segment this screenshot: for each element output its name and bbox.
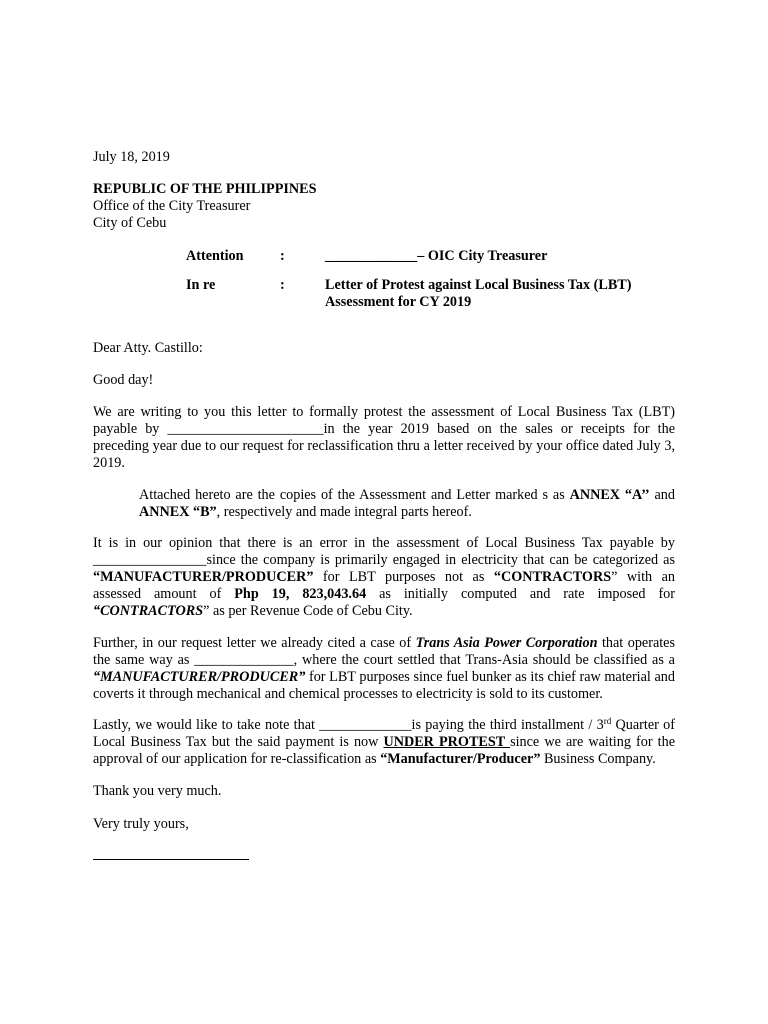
in-re-subject-line-1: Letter of Protest against Local Business Tax (LBT) — [325, 277, 632, 293]
signature-line — [93, 859, 249, 860]
salutation: Dear Atty. Castillo: — [93, 340, 203, 356]
p1-text-2: in the year 2019 based on the sales or receipts for the preceding year due to our request for reclassification thru a letter received by your office dated July 3, 2019. — [93, 421, 675, 471]
paragraph-3 — [93, 535, 675, 620]
p2-text-2: and — [649, 487, 675, 503]
letter-date: July 18, 2019 — [93, 149, 170, 165]
p4-text-4: for LBT purposes since fuel bunker as its chief raw material and coverts it through mechanical and chemical processes to electricity is sold to its customer. — [93, 669, 675, 702]
paragraph-2 — [139, 487, 675, 521]
p1-text-1: We are writing to you this letter to formally protest the assessment of Local Business Tax (LBT) payable by — [93, 404, 675, 437]
p5-under-protest: UNDER PROTEST — [383, 734, 511, 750]
annex-a: ANNEX “A’’ — [569, 487, 650, 503]
p5-blank: _____________ — [319, 717, 412, 733]
attention-value: _____________– OIC City Treasurer — [325, 248, 548, 264]
p5-text-1: Lastly, we would like to take note that — [93, 717, 320, 733]
p4-text-2: that operates the same way as — [93, 635, 675, 668]
p5-manufacturer-producer: “Manufacturer/Producer” — [380, 751, 541, 767]
p3-text-4: ” with an assessed amount of — [93, 569, 676, 602]
p5-text-5: Business Company. — [540, 751, 656, 767]
paragraph-4 — [93, 635, 675, 703]
in-re-label: In re — [186, 277, 216, 293]
p3-text-3: for LBT purposes not as — [313, 569, 494, 585]
p4-blank: ______________ — [194, 652, 294, 668]
p5-text-4: since we are waiting for the approval of our application for re-classification as — [93, 734, 675, 767]
p4-company: Trans Asia Power Corporation — [415, 635, 598, 651]
p3-text-1: It is in our opinion that there is an error in the assessment of Local Business Tax payable by — [93, 535, 675, 551]
p4-manufacturer-producer: “MANUFACTURER/PRODUCER” — [93, 669, 306, 685]
in-re-colon: : — [280, 277, 285, 293]
in-re-subject — [325, 277, 631, 311]
paragraph-5 — [93, 717, 675, 768]
recipient-line-1: REPUBLIC OF THE PHILIPPINES — [93, 181, 317, 197]
recipient-line-2: Office of the City Treasurer — [93, 198, 251, 214]
p5-text-2: is paying the third installment / 3 — [411, 717, 604, 733]
p1-blank: ______________________ — [167, 421, 324, 437]
p4-text-1: Further, in our request letter we already cited a case of — [93, 635, 416, 651]
p3-text-2: since the company is primarily engaged in electricity that can be categorized as — [206, 552, 675, 568]
thank-you-line: Thank you very much. — [93, 783, 222, 799]
recipient-line-3: City of Cebu — [93, 215, 167, 231]
p2-text-1: Attached hereto are the copies of the Assessment and Letter marked s as — [139, 487, 570, 503]
recipient-block — [93, 181, 675, 232]
p3-text-6: ” as per Revenue Code of Cebu City. — [203, 603, 413, 619]
annex-b: ANNEX “B” — [139, 504, 217, 520]
p3-contractors: “CONTRACTORS — [493, 569, 612, 585]
p3-text-5: as initially computed and rate imposed for — [366, 586, 675, 602]
attention-colon: : — [280, 248, 285, 264]
p3-manufacturer-producer: “MANUFACTURER/PRODUCER” — [93, 569, 314, 585]
p5-superscript: rd — [603, 716, 612, 726]
p3-blank: ________________ — [93, 552, 207, 568]
closing-line: Very truly yours, — [93, 816, 189, 832]
p2-text-3: , respectively and made integral parts hereof. — [216, 504, 472, 520]
p5-text-3: Quarter of Local Business Tax but the said payment is now — [93, 717, 675, 750]
paragraph-1 — [93, 404, 675, 472]
attention-label: Attention — [186, 248, 244, 264]
greeting: Good day! — [93, 372, 154, 388]
p3-contractors-2: “CONTRACTORS — [93, 603, 204, 619]
in-re-subject-line-2: Assessment for CY 2019 — [325, 294, 472, 310]
p4-text-3: , where the court settled that Trans-Asia should be classified as a — [293, 652, 675, 668]
p3-amount: Php 19, 823,043.64 — [234, 586, 367, 602]
